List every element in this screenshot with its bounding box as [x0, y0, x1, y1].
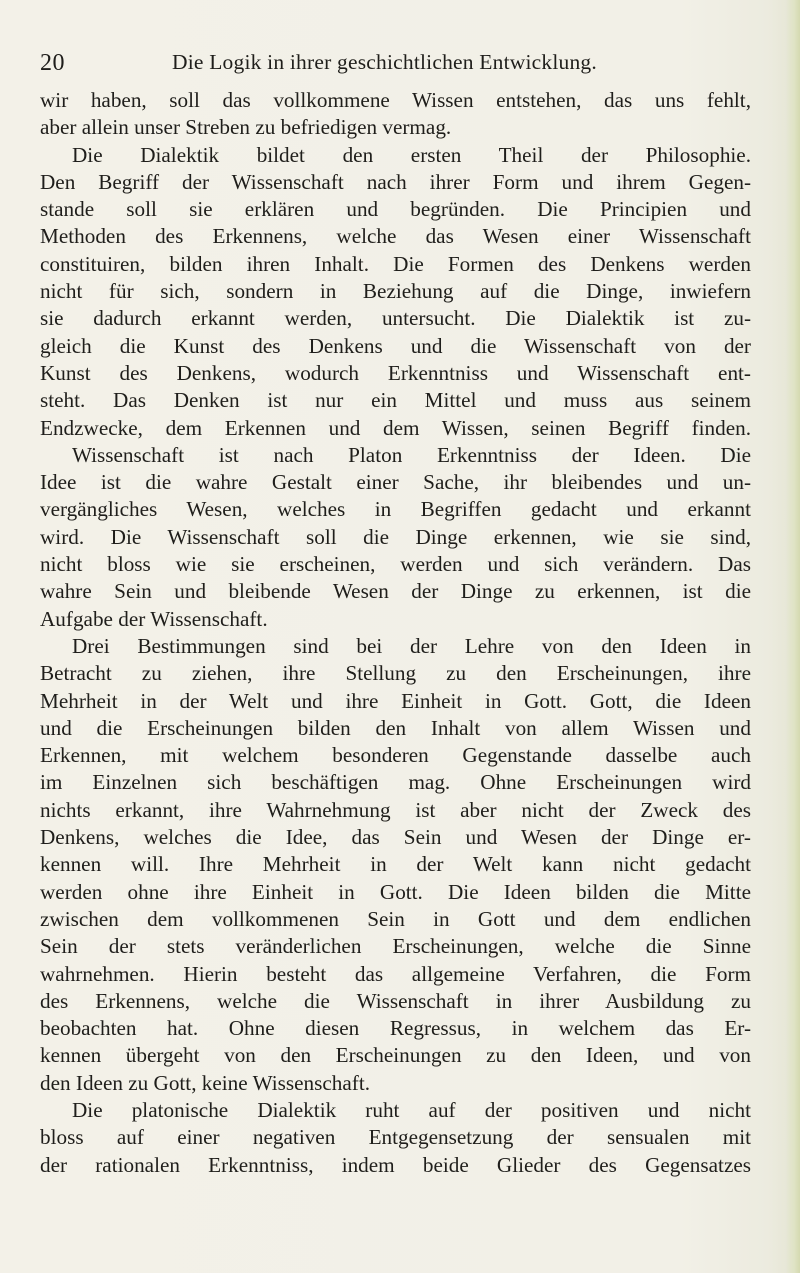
running-head: Die Logik in ihrer geschichtlichen Entwicklung.: [172, 50, 597, 74]
text-line: constituiren, bilden ihren Inhalt. Die Formen des Denkens werden: [40, 251, 751, 276]
page-edge: [786, 0, 800, 1273]
text-line: nicht bloss wie sie erscheinen, werden und sich verändern. Das: [40, 552, 751, 577]
text-line: Den Begriff der Wissenschaft nach ihrer Form und ihrem Gegen-: [40, 169, 751, 194]
text-line: Erkennen, mit welchem besonderen Gegenstande dasselbe auch: [40, 743, 751, 768]
text-line: Aufgabe der Wissenschaft.: [40, 606, 268, 631]
text-line: Idee ist die wahre Gestalt einer Sache, ihr bleibendes und un-: [40, 470, 751, 495]
text-line: des Erkennens, welche die Wissenschaft in ihrer Ausbildung zu: [40, 988, 751, 1013]
text-line: nichts erkannt, ihre Wahrnehmung ist aber nicht der Zweck des: [40, 797, 751, 822]
text-line: steht. Das Denken ist nur ein Mittel und muss aus seinem: [40, 388, 751, 413]
text-line: Denkens, welches die Idee, das Sein und Wesen der Dinge er-: [40, 825, 751, 850]
text-line: gleich die Kunst des Denkens und die Wissenschaft von der: [40, 333, 751, 358]
text-line: beobachten hat. Ohne diesen Regressus, in welchem das Er-: [40, 1016, 751, 1041]
text-line: bloss auf einer negativen Entgegensetzung der sensualen mit: [40, 1125, 751, 1150]
text-line: vergängliches Wesen, welches in Begriffen gedacht und erkannt: [40, 497, 751, 522]
text-line: und die Erscheinungen bilden den Inhalt von allem Wissen und: [40, 715, 751, 740]
body-text: [40, 87, 751, 1179]
text-line: kennen übergeht von den Erscheinungen zu den Ideen, und von: [40, 1043, 751, 1068]
text-line: im Einzelnen sich beschäftigen mag. Ohne Erscheinungen wird: [40, 770, 751, 795]
text-line: aber allein unser Streben zu befriedigen vermag.: [40, 115, 452, 140]
text-line: nicht für sich, sondern in Beziehung auf die Dinge, inwiefern: [40, 279, 751, 304]
text-line: Betracht zu ziehen, ihre Stellung zu den Erscheinungen, ihre: [40, 661, 751, 686]
page-number: 20: [40, 50, 65, 76]
page-header: [40, 50, 740, 90]
text-line: zwischen dem vollkommenen Sein in Gott und dem endlichen: [40, 906, 751, 931]
text-line: Die platonische Dialektik ruht auf der positiven und nicht: [72, 1097, 751, 1122]
text-line: Sein der stets veränderlichen Erscheinungen, welche die Sinne: [40, 934, 751, 959]
text-line: Endzwecke, dem Erkennen und dem Wissen, seinen Begriff finden.: [40, 415, 751, 440]
text-line: stande soll sie erklären und begründen. Die Principien und: [40, 197, 751, 222]
text-line: wahrnehmen. Hierin besteht das allgemeine Verfahren, die Form: [40, 961, 751, 986]
text-line: werden ohne ihre Einheit in Gott. Die Ideen bilden die Mitte: [40, 879, 751, 904]
text-line: den Ideen zu Gott, keine Wissenschaft.: [40, 1070, 370, 1095]
text-line: Methoden des Erkennens, welche das Wesen einer Wissenschaft: [40, 224, 751, 249]
text-line: wird. Die Wissenschaft soll die Dinge erkennen, wie sie sind,: [40, 524, 751, 549]
text-line: sie dadurch erkannt werden, untersucht. Die Dialektik ist zu-: [40, 306, 751, 331]
text-line: Kunst des Denkens, wodurch Erkenntniss und Wissenschaft ent-: [40, 360, 751, 385]
text-line: wahre Sein und bleibende Wesen der Dinge zu erkennen, ist die: [40, 579, 751, 604]
text-line: der rationalen Erkenntniss, indem beide Glieder des Gegensatzes: [40, 1152, 751, 1177]
text-line: Wissenschaft ist nach Platon Erkenntniss der Ideen. Die: [72, 442, 751, 467]
text-line: Drei Bestimmungen sind bei der Lehre von den Ideen in: [72, 633, 751, 658]
text-line: kennen will. Ihre Mehrheit in der Welt kann nicht gedacht: [40, 852, 751, 877]
text-line: Die Dialektik bildet den ersten Theil der Philosophie.: [72, 142, 751, 167]
text-line: wir haben, soll das vollkommene Wissen entstehen, das uns fehlt,: [40, 88, 751, 112]
text-line: Mehrheit in der Welt und ihre Einheit in Gott. Gott, die Ideen: [40, 688, 751, 713]
